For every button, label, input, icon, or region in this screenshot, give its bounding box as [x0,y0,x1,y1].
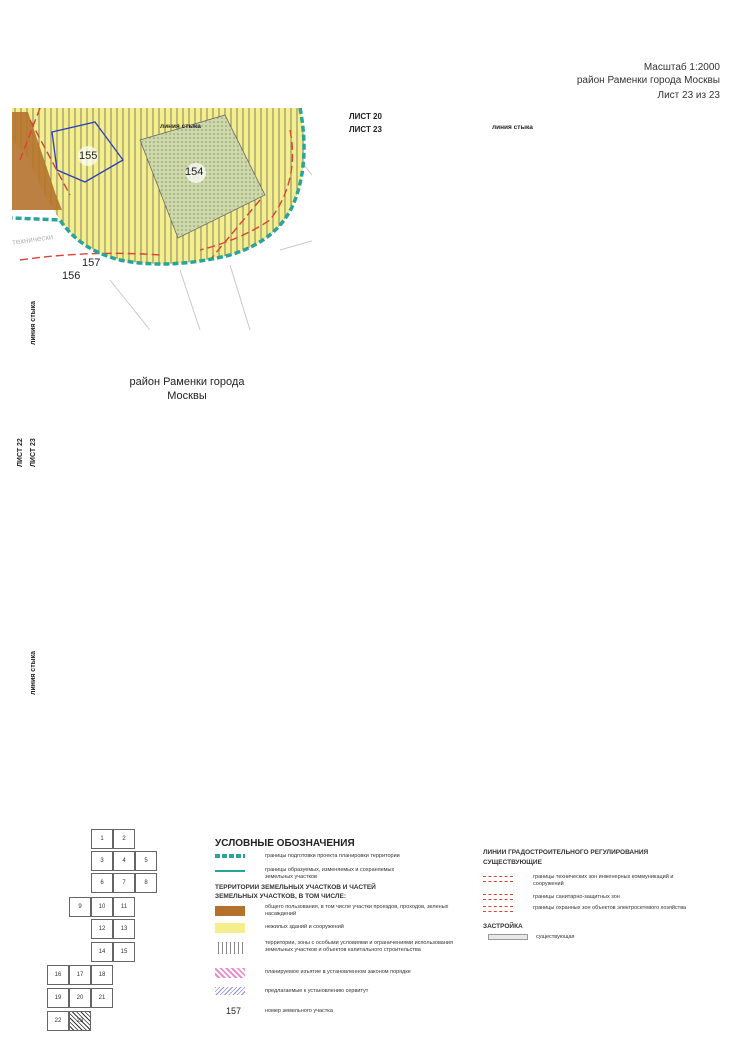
district-header: район Раменки города Москвы [576,75,720,86]
index-cell: 1 [91,829,113,849]
join-line-label-left-2: линия стыка [30,650,37,695]
index-cell: 9 [69,897,91,917]
legend-territory-text: общего пользования, в том числе участки проездов, проходов, зеленых насаждений [265,904,449,917]
legend [210,838,460,1038]
withdrawal-swatch [215,968,245,978]
index-cell: 14 [91,942,113,962]
sheet-23-label-top: ЛИСТ 23 [349,125,382,134]
sheet-22-label: ЛИСТ 22 [17,438,24,467]
easement-swatch [215,987,245,995]
build-heading: ЗАСТРОЙКА [483,923,523,930]
legend-item-text: границы образуемых, изменяемых и сохраняемых земельных участков [265,867,395,880]
index-cell: 17 [69,965,91,985]
regulation-title: ЛИНИИ ГРАДОСТРОИТЕЛЬНОГО РЕГУЛИРОВАНИЯ [483,849,649,856]
legend-item-text: границы подготовки проекта планировки территории [265,853,400,859]
plot-label-155: 155 [79,150,98,162]
build-item-text: существующая [536,934,575,940]
legend-territory-text: нежилых зданий и сооружений [265,924,344,930]
index-cell: 7 [113,873,135,893]
join-line-label-left-1: линия стыка [30,300,37,345]
scale-label: Масштаб 1:2000 [643,62,720,73]
nonresidential-swatch [215,923,245,933]
index-cell: 20 [69,988,91,1008]
sheet-number: Лист 23 из 23 [657,90,720,101]
plot-label-157: 157 [82,257,101,269]
legend-territory-text: предлагаемые к установлению сервитут [265,988,369,994]
faded-map-text: технически [11,232,54,247]
index-cell: 11 [113,897,135,917]
index-cell: 3 [91,851,113,871]
index-cell: 10 [91,897,113,917]
restricted-zone-swatch [215,942,245,954]
existing-building-swatch [488,934,528,940]
public-area-swatch [215,906,245,916]
technical-zone-swatch [483,876,513,882]
project-boundary-swatch [215,854,245,858]
legend-territory-text: территории, зоны с особыми условиями и ограничениями использования земельных участков и объектов капитального строительства [265,940,453,953]
regulation-item-text: границы санитарно-защитных зон [533,894,620,900]
index-cell: 22 [47,1011,69,1031]
index-cell-current: 23 [69,1011,91,1031]
index-cell: 12 [91,919,113,939]
join-line-label-map: линия стыка [160,123,201,130]
index-cell: 16 [47,965,69,985]
regulation-item-text: границы технических зон инженерных коммуникаций и сооружений [533,874,674,887]
index-cell: 2 [113,829,135,849]
district-map-label: район Раменки города Москвы [129,376,245,402]
index-cell: 15 [113,942,135,962]
regulation-subtitle: СУЩЕСТВУЮЩИЕ [483,859,542,866]
sanitary-zone-swatch [483,894,513,900]
plot-boundary-swatch [215,870,245,872]
legend-territory-text: планируемое изъятие в установленном законом порядке [265,969,411,975]
territories-heading: ТЕРРИТОРИИ ЗЕМЕЛЬНЫХ УЧАСТКОВ И ЧАСТЕЙ ЗЕМЕЛЬНЫХ УЧАСТКОВ, В ТОМ ЧИСЛЕ: [215,884,376,900]
sheet-index-grid [40,825,160,1035]
index-cell: 6 [91,873,113,893]
index-cell: 21 [91,988,113,1008]
index-cell: 13 [113,919,135,939]
plot-label-156: 156 [62,270,81,282]
index-cell: 19 [47,988,69,1008]
map-fragment [0,100,360,330]
index-cell: 4 [113,851,135,871]
plot-number-text: номер земельного участка [265,1008,333,1014]
index-cell: 5 [135,851,157,871]
legend-title: УСЛОВНЫЕ ОБОЗНАЧЕНИЯ [215,838,355,849]
electric-zone-swatch [483,906,513,912]
sheet-23-label-left: ЛИСТ 23 [30,438,37,467]
regulation-lines [478,848,718,948]
join-line-label-top: линия стыка [492,124,533,131]
regulation-item-text: границы охранных зон объектов электросетевого хозяйства [533,905,687,911]
sheet-20-label: ЛИСТ 20 [349,112,382,121]
plot-label-154: 154 [185,166,204,178]
index-cell: 18 [91,965,113,985]
index-cell: 8 [135,873,157,893]
plot-number-sample: 157 [226,1006,242,1016]
